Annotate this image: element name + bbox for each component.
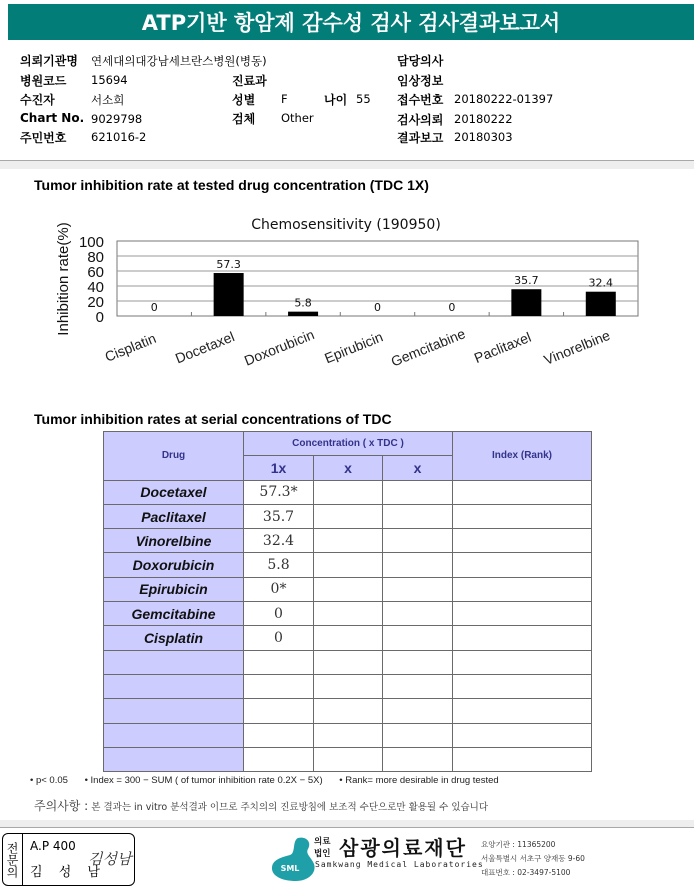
chart-y-axis-label: Inhibition rate(%) — [55, 222, 72, 336]
data-label: 32.4 — [588, 276, 614, 290]
table-row — [104, 723, 592, 747]
caution-label: 주의사항 : — [34, 799, 89, 813]
index-rank-cell — [453, 626, 592, 650]
conc-1x-cell — [244, 650, 314, 674]
conc-3-cell — [383, 674, 453, 698]
footer-divider — [0, 820, 694, 828]
table-row — [104, 626, 592, 650]
table-row — [104, 577, 592, 601]
sex-value: F — [281, 92, 288, 106]
institution-label: 의뢰기관명 — [20, 54, 78, 68]
bar-doxorubicin — [288, 312, 318, 316]
physician-label: 담당의사 — [397, 54, 444, 68]
specialist-role: 전문의 — [3, 834, 23, 885]
table-row — [104, 602, 592, 626]
table-row — [104, 553, 592, 577]
specialist-name: 김 성 남 — [30, 865, 106, 880]
conc-1x-cell: 0* — [244, 577, 314, 601]
conc-3-cell — [383, 504, 453, 528]
sml-logo-icon — [268, 836, 320, 882]
request-date-label: 검사의뢰 — [397, 113, 444, 127]
department-label: 진료과 — [232, 74, 267, 88]
index-rank-cell — [453, 504, 592, 528]
x-tick-label: Vinorelbine — [541, 326, 613, 368]
bar-docetaxel — [214, 273, 244, 316]
header-conc-2: x — [314, 456, 383, 480]
data-label: 0 — [150, 301, 158, 314]
table-section-title: Tumor inhibition rates at serial concentrations of TDC — [34, 411, 392, 427]
table-row — [104, 674, 592, 698]
conc-3-cell — [383, 602, 453, 626]
resident-no-value: 621016-2 — [91, 130, 147, 144]
caution-text: 본 결과는 in vitro 분석결과 이므로 주치의의 진료방침에 보조적 수단으로만 활용될 수 있습니다 — [91, 802, 489, 813]
table-row — [104, 699, 592, 723]
index-rank-cell — [453, 674, 592, 698]
request-date-value: 20180222 — [454, 112, 513, 126]
y-tick-label: 80 — [87, 249, 104, 266]
conc-2-cell — [314, 529, 383, 553]
drug-cell — [104, 747, 244, 771]
org-phone: 대표번호 : 02-3497-5100 — [481, 868, 571, 877]
conc-3-cell — [383, 529, 453, 553]
org-address: 서울특별시 서초구 양재동 9-60 — [481, 854, 585, 863]
x-tick-label: Gemcitabine — [388, 325, 468, 370]
footnote-index-definition: • Index = 300 − SUM ( of tumor inhibition rate 0.2X − 5X) — [84, 775, 323, 786]
index-rank-cell — [453, 480, 592, 504]
index-rank-cell — [453, 602, 592, 626]
handwritten-signature: 김성남 — [88, 850, 132, 868]
conc-2-cell — [314, 553, 383, 577]
conc-1x-cell — [244, 674, 314, 698]
y-tick-label: 60 — [87, 264, 104, 281]
index-rank-cell — [453, 747, 592, 771]
table-row — [104, 504, 592, 528]
header-concentration: Concentration ( x TDC ) — [244, 432, 453, 456]
conc-2-cell — [314, 577, 383, 601]
conc-2-cell — [314, 699, 383, 723]
table-row — [104, 747, 592, 771]
specimen-value: Other — [281, 111, 314, 125]
table-row — [104, 480, 592, 504]
drug-cell: Vinorelbine — [104, 529, 244, 553]
clinical-info-label: 임상정보 — [397, 74, 444, 88]
conc-3-cell — [383, 577, 453, 601]
conc-2-cell — [314, 650, 383, 674]
conc-3-cell — [383, 480, 453, 504]
conc-1x-cell: 5.8 — [244, 553, 314, 577]
conc-1x-cell: 0 — [244, 602, 314, 626]
x-tick-label: Epirubicin — [322, 328, 386, 367]
table-row — [104, 650, 592, 674]
conc-2-cell — [314, 602, 383, 626]
drug-cell — [104, 674, 244, 698]
chart-no-label: Chart No. — [20, 111, 85, 125]
examinee-value: 서소희 — [91, 93, 125, 107]
x-tick-label: Docetaxel — [172, 328, 237, 367]
receipt-no-value: 20180222-01397 — [454, 92, 554, 106]
age-value: 55 — [356, 92, 371, 106]
drug-cell: Docetaxel — [104, 480, 244, 504]
x-tick-label: Paclitaxel — [471, 328, 534, 367]
conc-3-cell — [383, 553, 453, 577]
org-english-name: Samkwang Medical Laboratories — [315, 860, 484, 869]
hospital-code-value: 15694 — [91, 73, 128, 87]
footnotes — [30, 775, 513, 786]
age-label: 나이 — [324, 93, 348, 107]
chart-section-title: Tumor inhibition rate at tested drug concentration (TDC 1X) — [34, 177, 429, 193]
conc-3-cell — [383, 747, 453, 771]
conc-2-cell — [314, 626, 383, 650]
x-tick-label: Cisplatin — [102, 329, 159, 365]
footnote-p-value: • p< 0.05 — [30, 775, 68, 786]
sex-label: 성별 — [232, 93, 256, 107]
report-date-value: 20180303 — [454, 130, 513, 144]
drug-cell — [104, 650, 244, 674]
conc-3-cell — [383, 626, 453, 650]
logo-badge-text: SML — [280, 864, 300, 873]
hospital-code-label: 병원코드 — [20, 74, 67, 88]
header-index-rank: Index (Rank) — [453, 432, 592, 481]
drug-cell: Gemcitabine — [104, 602, 244, 626]
data-label: 57.3 — [216, 258, 241, 272]
caution-note — [34, 797, 488, 814]
index-rank-cell — [453, 529, 592, 553]
receipt-no-label: 접수번호 — [397, 93, 444, 107]
conc-1x-cell: 57.3* — [244, 480, 314, 504]
index-rank-cell — [453, 699, 592, 723]
conc-1x-cell: 35.7 — [244, 504, 314, 528]
specimen-label: 검체 — [232, 112, 256, 126]
org-prefix: 의료 법인 — [314, 837, 331, 859]
conc-3-cell — [383, 723, 453, 747]
conc-2-cell — [314, 674, 383, 698]
report-date-label: 결과보고 — [397, 131, 444, 145]
drug-cell: Doxorubicin — [104, 553, 244, 577]
header-conc-3: x — [383, 456, 453, 480]
conc-3-cell — [383, 650, 453, 674]
conc-1x-cell: 0 — [244, 626, 314, 650]
bar-vinorelbine — [586, 292, 616, 316]
index-rank-cell — [453, 723, 592, 747]
serial-concentration-table — [103, 431, 592, 772]
institution-code: 요양기관 : 11365200 — [481, 840, 556, 849]
section-divider — [0, 160, 694, 169]
specialist-license: A.P 400 — [30, 839, 76, 853]
examinee-label: 수진자 — [20, 93, 55, 107]
conc-1x-cell — [244, 699, 314, 723]
footnote-rank-definition: • Rank= more desirable in drug tested — [339, 775, 499, 786]
header-conc-1x: 1x — [244, 456, 314, 480]
drug-cell: Paclitaxel — [104, 504, 244, 528]
chemosensitivity-chart — [0, 205, 694, 395]
org-name: 삼광의료재단 — [339, 836, 467, 860]
index-rank-cell — [453, 577, 592, 601]
data-label: 5.8 — [294, 296, 312, 310]
report-title: ATP기반 항암제 감수성 검사 검사결과보고서 — [8, 4, 694, 40]
institution-value: 연세대의대강남세브란스병원(병동) — [91, 54, 267, 68]
data-label: 0 — [374, 301, 381, 314]
chart-no-value: 9029798 — [91, 112, 143, 126]
data-label: 35.7 — [514, 274, 539, 288]
specialist-signature-box — [2, 833, 135, 886]
y-tick-label: 0 — [95, 309, 104, 326]
conc-1x-cell: 32.4 — [244, 529, 314, 553]
chart-title: Chemosensitivity (190950) — [251, 217, 441, 233]
conc-1x-cell — [244, 747, 314, 771]
index-rank-cell — [453, 553, 592, 577]
conc-1x-cell — [244, 723, 314, 747]
bar-paclitaxel — [511, 289, 541, 316]
header-drug: Drug — [104, 432, 244, 481]
resident-no-label: 주민번호 — [20, 131, 67, 145]
conc-2-cell — [314, 723, 383, 747]
drug-cell — [104, 723, 244, 747]
conc-2-cell — [314, 480, 383, 504]
drug-cell: Epirubicin — [104, 577, 244, 601]
drug-cell: Cisplatin — [104, 626, 244, 650]
x-tick-label: Doxorubicin — [241, 326, 317, 369]
table-row — [104, 529, 592, 553]
y-tick-label: 20 — [87, 294, 104, 311]
y-tick-label: 40 — [87, 279, 104, 296]
conc-2-cell — [314, 504, 383, 528]
data-label: 0 — [448, 301, 456, 314]
conc-2-cell — [314, 747, 383, 771]
y-tick-label: 100 — [78, 234, 104, 251]
conc-3-cell — [383, 699, 453, 723]
index-rank-cell — [453, 650, 592, 674]
drug-cell — [104, 699, 244, 723]
org-contact — [481, 838, 585, 880]
